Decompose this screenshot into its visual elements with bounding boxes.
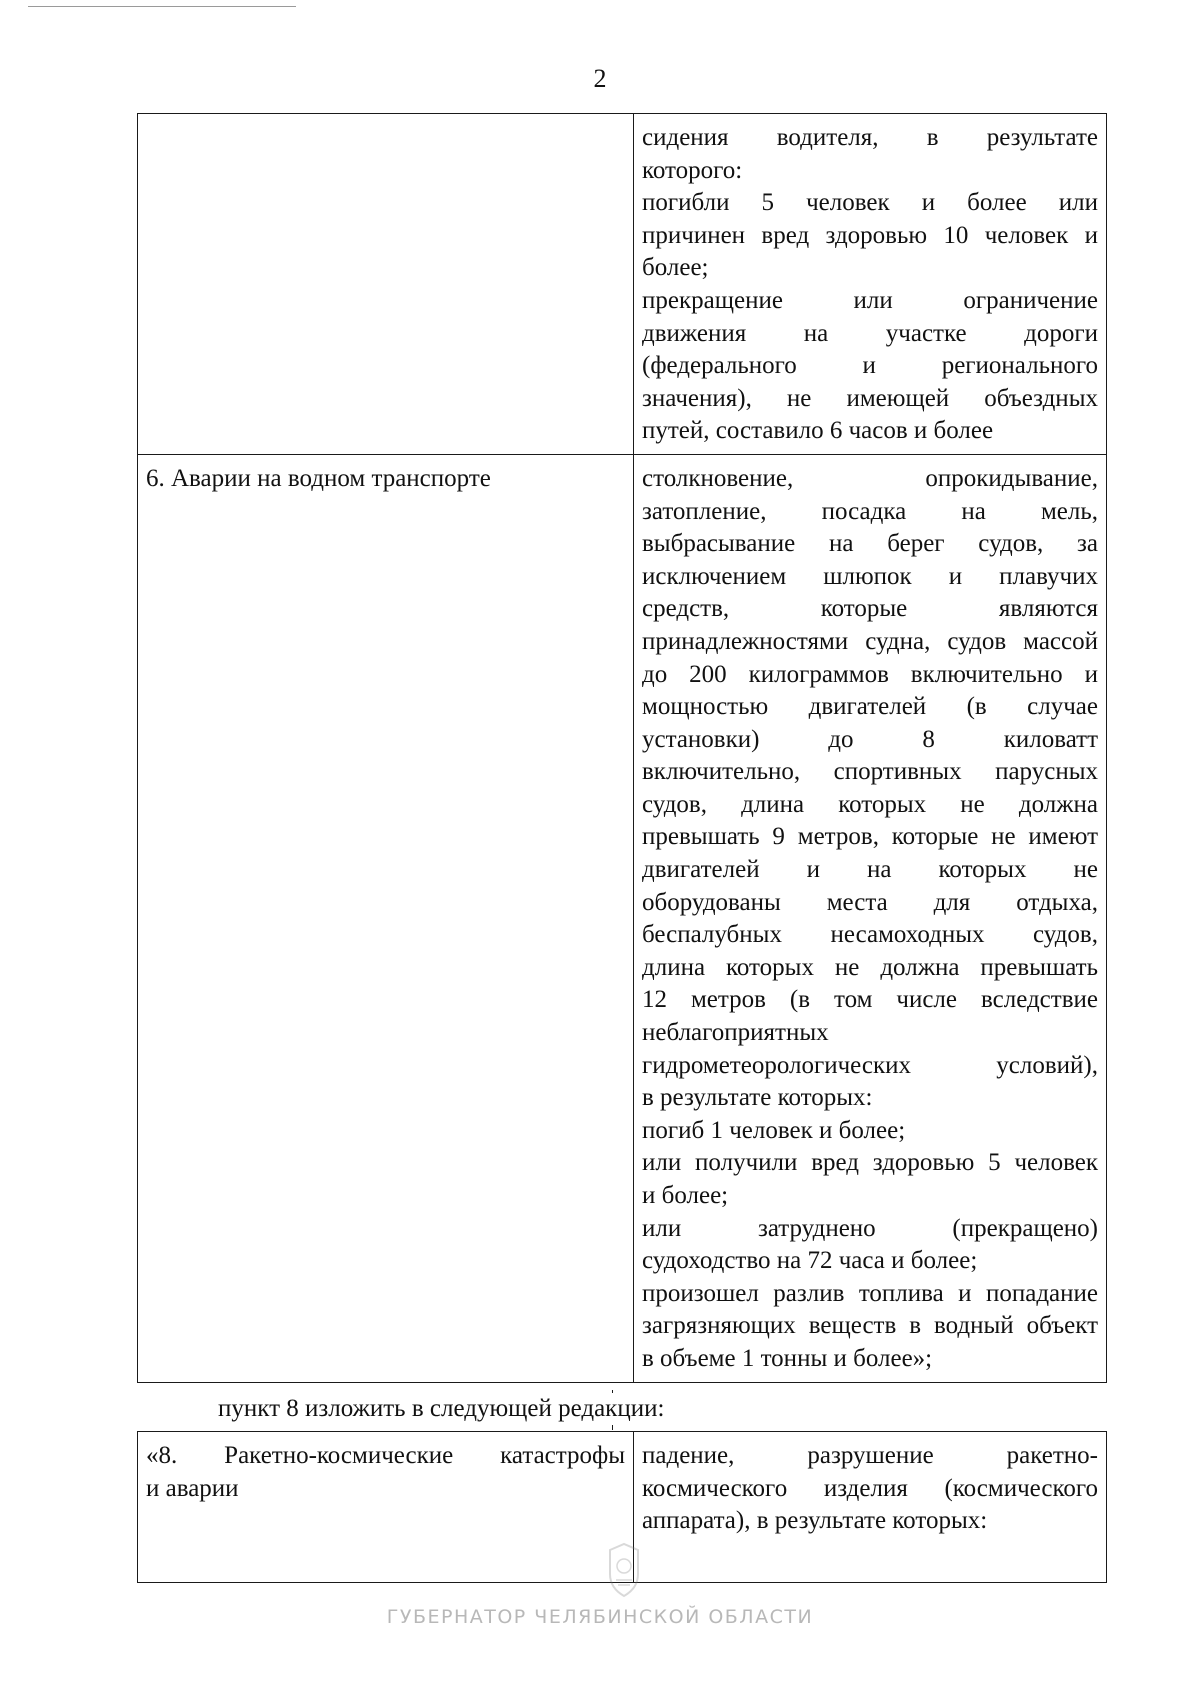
text-line: погибли 5 человек и более или xyxy=(642,189,1098,217)
table-row xyxy=(138,114,1107,455)
text-line: или получили вред здоровью 5 человек xyxy=(642,1149,1098,1177)
text-line: произошел разлив топлива и попадание xyxy=(642,1279,1098,1307)
text-line: исключением шлюпок и плавучих xyxy=(642,562,1098,590)
text-line: или затруднено (прекращено) xyxy=(642,1214,1098,1242)
text-line: установки) до 8 киловатт xyxy=(642,725,1098,753)
category-cell: 6. Аварии на водном транспорте xyxy=(138,454,634,1382)
text-line: беспалубных несамоходных судов, xyxy=(642,921,1098,949)
text-line: 12 метров (в том числе вследствие xyxy=(642,986,1098,1014)
text-line: включительно, спортивных парусных xyxy=(642,758,1098,786)
amendment-instruction: пункт 8 изложить в следующей редакции: xyxy=(218,1393,666,1425)
text-line: которого: xyxy=(642,156,743,184)
text-line: в результате которых: xyxy=(642,1084,873,1112)
text-line: принадлежностями судна, судов массой xyxy=(642,627,1098,655)
text-line: неблагоприятных xyxy=(642,1019,829,1047)
criteria-cell xyxy=(634,454,1107,1382)
text-line: гидрометеорологических условий), xyxy=(642,1051,1098,1079)
text-line: путей, составило 6 часов и более xyxy=(642,417,994,445)
text-line: длина которых не должна превышать xyxy=(642,953,1098,981)
text-line: причинен вред здоровью 10 человек и xyxy=(642,221,1098,249)
text-line: выбрасывание на берег судов, за xyxy=(642,530,1098,558)
text-line: превышать 9 метров, которые не имеют xyxy=(642,823,1098,851)
text-line: и более; xyxy=(642,1182,729,1209)
text-line: и аварии xyxy=(146,1474,239,1502)
text-line: более; xyxy=(642,254,709,282)
text-line: судов, длина которых не должна xyxy=(642,790,1098,818)
text-line: до 200 килограммов включительно и xyxy=(642,660,1098,688)
text-line: мощностью двигателей (в случае xyxy=(642,693,1098,721)
criteria-cell xyxy=(634,1432,1107,1583)
text-line: оборудованы места для отдыха, xyxy=(642,888,1098,916)
text-line: прекращение или ограничение xyxy=(642,286,1098,314)
text-line: сидения водителя, в результате xyxy=(642,124,1098,151)
coat-of-arms-seal-icon xyxy=(602,1540,646,1602)
top-margin-rule xyxy=(28,6,296,7)
text-line: движения на участке дороги xyxy=(642,319,1098,347)
text-line: в объеме 1 тонны и более»; xyxy=(642,1344,933,1372)
category-cell xyxy=(138,114,634,455)
text-line: значения), не имеющей объездных xyxy=(642,384,1098,412)
text-line: судоходство на 72 часа и более; xyxy=(642,1247,978,1275)
issuer-watermark-label: ГУБЕРНАТОР ЧЕЛЯБИНСКОЙ ОБЛАСТИ xyxy=(386,1606,814,1628)
text-line: (федерального и регионального xyxy=(642,352,1098,380)
category-cell xyxy=(138,1432,634,1583)
text-line: загрязняющих веществ в водный объект xyxy=(642,1312,1098,1340)
text-line: затопление, посадка на мель, xyxy=(642,497,1098,525)
text-line: космического изделия (космического xyxy=(642,1474,1098,1502)
text-line: падение, разрушение ракетно- xyxy=(642,1442,1098,1469)
table-row xyxy=(138,454,1107,1382)
criteria-cell xyxy=(634,114,1107,455)
text-line: двигателей и на которых не xyxy=(642,856,1098,884)
text-line: «8. Ракетно-космические катастрофы xyxy=(146,1442,625,1469)
text-line: погиб 1 человек и более; xyxy=(642,1116,906,1144)
text-line: столкновение, опрокидывание, xyxy=(642,464,1098,492)
page-number: 2 xyxy=(593,64,607,93)
text-line: средств, которые являются xyxy=(642,595,1098,623)
text-line: аппарата), в результате которых: xyxy=(642,1507,988,1535)
criteria-table-continued xyxy=(137,113,1107,1383)
